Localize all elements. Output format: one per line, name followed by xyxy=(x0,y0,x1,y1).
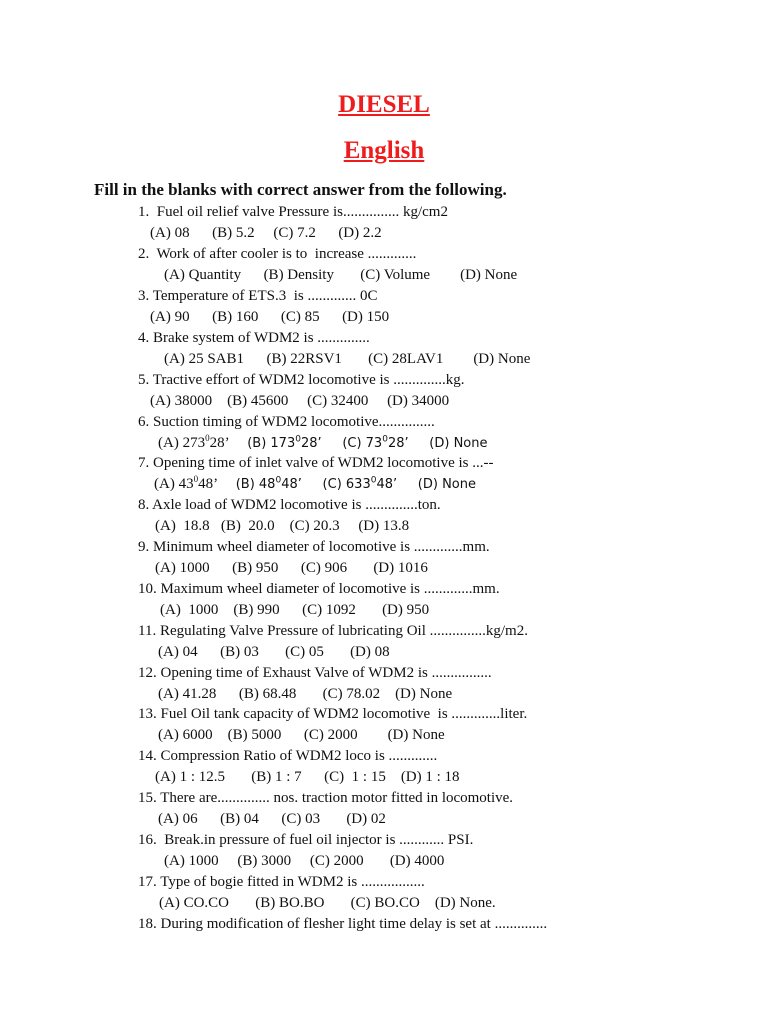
question-8: 8. Axle load of WDM2 locomotive is ..............ton. xyxy=(138,497,441,513)
option-a: (A) $273^028$’ xyxy=(158,433,248,451)
document-subtitle: English xyxy=(343,137,425,164)
question-4-options: (A) 25 SAB1 (B) 22RSV1 (C) 28LAV1 (D) None xyxy=(164,351,531,367)
question-10: 10. Maximum wheel diameter of locomotive is .............mm. xyxy=(138,581,500,597)
question-9-options: (A) 1000 (B) 950 (C) 906 (D) 1016 xyxy=(155,560,428,576)
option-d: (D) None xyxy=(429,436,488,451)
option-d: (D) None xyxy=(417,477,476,492)
question-12-options: (A) 41.28 (B) 68.48 (C) 78.02 (D) None xyxy=(158,686,453,702)
question-6-options xyxy=(158,433,488,454)
question-4: 4. Brake system of WDM2 is .............. xyxy=(138,330,370,346)
question-5: 5. Tractive effort of WDM2 locomotive is ..............kg. xyxy=(138,372,465,388)
question-8-options: (A) 18.8 (B) 20.0 (C) 20.3 (D) 13.8 xyxy=(155,518,410,534)
option-a: (A) $43^048$’ xyxy=(154,474,236,492)
question-13-options: (A) 6000 (B) 5000 (C) 2000 (D) None xyxy=(158,727,445,743)
question-17-options: (A) CO.CO (B) BO.BO (C) BO.CO (D) None. xyxy=(159,895,496,911)
question-9: 9. Minimum wheel diameter of locomotive is .............mm. xyxy=(138,539,490,555)
question-14: 14. Compression Ratio of WDM2 loco is ............. xyxy=(138,748,438,764)
instruction-text: Fill in the blanks with correct answer from the following. xyxy=(94,180,507,199)
option-c: (C) $633^048$’ xyxy=(322,475,418,492)
question-18: 18. During modification of flesher light time delay is set at .............. xyxy=(138,916,548,932)
question-7: 7. Opening time of inlet valve of WDM2 locomotive is ...-- xyxy=(138,455,494,471)
question-12: 12. Opening time of Exhaust Valve of WDM2 is ................ xyxy=(138,665,492,681)
question-2: 2. Work of after cooler is to increase ............. xyxy=(138,246,417,262)
question-3: 3. Temperature of ETS.3 is ............. 0C xyxy=(138,288,378,304)
question-15: 15. There are.............. nos. traction motor fitted in locomotive. xyxy=(138,790,514,806)
question-5-options: (A) 38000 (B) 45600 (C) 32400 (D) 34000 xyxy=(150,393,450,409)
question-3-options: (A) 90 (B) 160 (C) 85 (D) 150 xyxy=(150,309,390,325)
question-13: 13. Fuel Oil tank capacity of WDM2 locomotive is .............liter. xyxy=(138,706,528,722)
question-14-options: (A) 1 : 12.5 (B) 1 : 7 (C) 1 : 15 (D) 1 : 18 xyxy=(155,769,460,785)
question-11-options: (A) 04 (B) 03 (C) 05 (D) 08 xyxy=(158,644,390,660)
option-c: (C) $73^028$’ xyxy=(342,434,430,451)
option-b: (B) $48^048$’ xyxy=(235,475,323,492)
question-2-options: (A) Quantity (B) Density (C) Volume (D) None xyxy=(164,267,518,283)
question-10-options: (A) 1000 (B) 990 (C) 1092 (D) 950 xyxy=(160,602,430,618)
question-11: 11. Regulating Valve Pressure of lubricating Oil ...............kg/m2. xyxy=(138,623,528,639)
question-1: 1. Fuel oil relief valve Pressure is............... kg/cm2 xyxy=(138,204,448,220)
question-16: 16. Break.in pressure of fuel oil injector is ............ PSI. xyxy=(138,832,474,848)
option-b: (B) $173^028$’ xyxy=(247,434,343,451)
question-15-options: (A) 06 (B) 04 (C) 03 (D) 02 xyxy=(158,811,386,827)
question-16-options: (A) 1000 (B) 3000 (C) 2000 (D) 4000 xyxy=(164,853,445,869)
question-6: 6. Suction timing of WDM2 locomotive............... xyxy=(138,414,435,430)
question-7-options xyxy=(154,474,476,495)
document-title: DIESEL xyxy=(338,91,430,118)
question-1-options: (A) 08 (B) 5.2 (C) 7.2 (D) 2.2 xyxy=(150,225,382,241)
question-17: 17. Type of bogie fitted in WDM2 is ................. xyxy=(138,874,425,890)
